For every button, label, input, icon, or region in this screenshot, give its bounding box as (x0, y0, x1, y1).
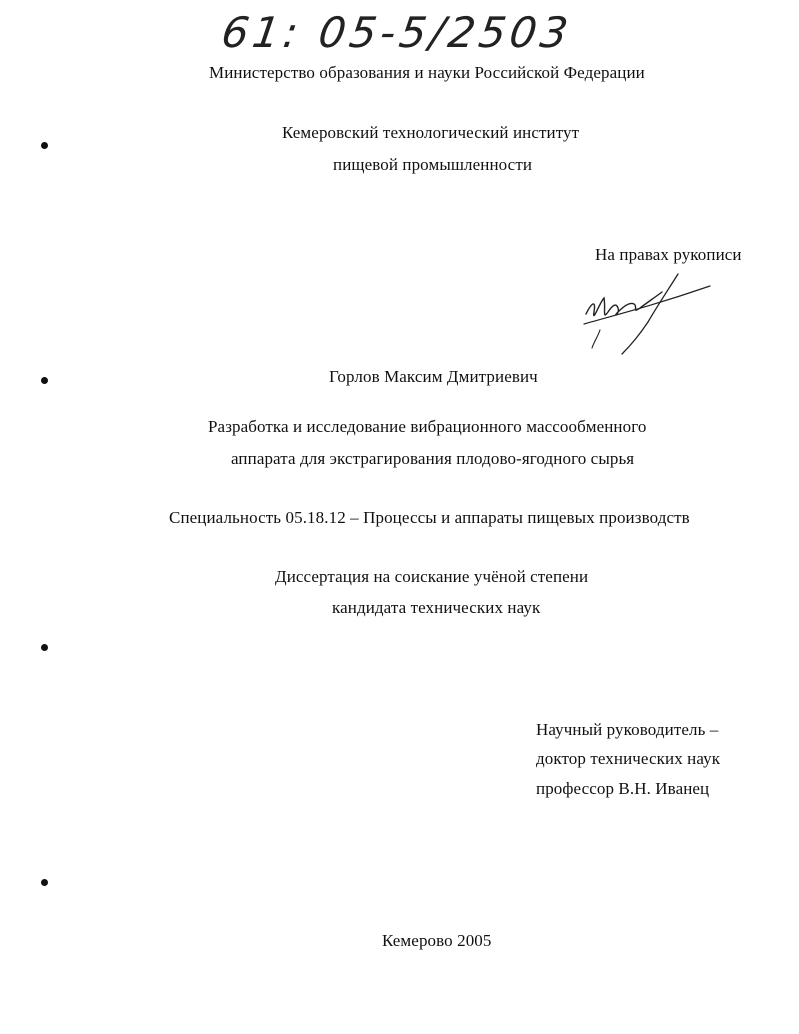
rights-notice: На правах рукописи (595, 245, 742, 264)
ministry-name: Министерство образования и науки Российской Федерации (209, 63, 645, 82)
punch-hole-2 (41, 377, 48, 384)
thesis-title-line1: Разработка и исследование вибрационного массообменного (208, 417, 647, 436)
thesis-title-line2: аппарата для экстрагирования плодово-ягодного сырья (231, 449, 635, 468)
archive-code-handwritten: 61: 05-5/2503 (218, 8, 575, 57)
supervisor-degree: доктор технических наук (536, 749, 721, 768)
supervisor-name: профессор В.Н. Иванец (536, 779, 710, 798)
degree-line2: кандидата технических наук (332, 598, 541, 617)
punch-hole-4 (41, 879, 48, 886)
author-name: Горлов Максим Дмитриевич (329, 367, 538, 386)
specialty: Специальность 05.18.12 – Процессы и аппараты пищевых производств (169, 508, 690, 527)
city-year: Кемерово 2005 (382, 931, 492, 950)
supervisor-role: Научный руководитель – (536, 720, 719, 739)
institute-name-line1: Кемеровский технологический институт (282, 123, 580, 142)
author-signature (582, 272, 717, 357)
institute-name-line2: пищевой промышленности (333, 155, 533, 174)
degree-line1: Диссертация на соискание учёной степени (275, 567, 589, 586)
punch-hole-3 (41, 644, 48, 651)
punch-hole-1 (41, 142, 48, 149)
